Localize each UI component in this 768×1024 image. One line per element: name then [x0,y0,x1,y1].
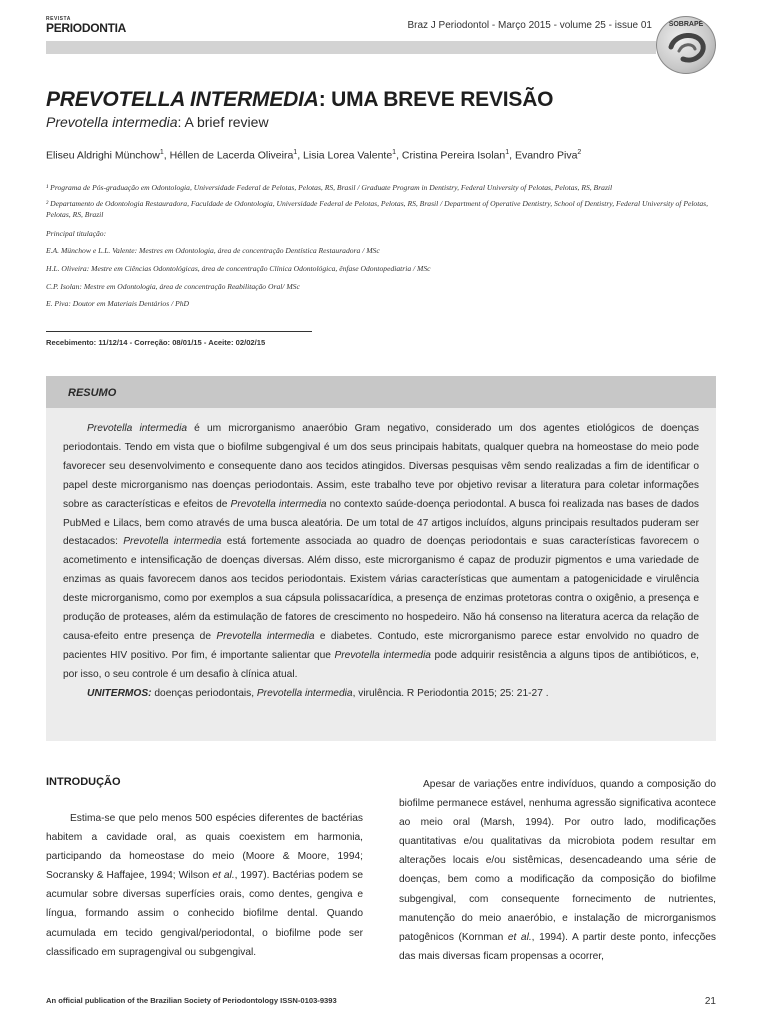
author-name: Lisia Lorea Valente [303,149,393,162]
body-text: Apesar de variações entre indivíduos, quando a composição do biofilme permanece estável, nenhuma agressão significativa acontece ao meio oral (Marsh, 1994). Por outro lado, modificações quantitativas e/ou qualitativas da microbiota podem resultar em alterações locais e/ou sistêmicas, desencadeando uma série de doenças, bem como a modificação da composição do biofilme subgengival, com consequente fornecimento de nutrientes, manutenção do meio anaeróbio, e instalação de microrganismos patogênicos (Kornman [399,779,716,943]
title-italic: PREVOTELLA INTERMEDIA [46,88,319,111]
titulacao-3: C.P. Isolan: Mestre em Odontologia, área de concentração Reabilitação Oral/ MSc [46,282,300,291]
titulacao-label: Principal titulação: [46,229,107,238]
author-list: Eliseu Aldrighi Münchow$^1$, Héllen de Lacerda Oliveira$^1$, Lisia Lorea Valente$^1$, Cristina Pereira Isolan$^1$, Evandro Piva$^2$ [46,149,582,162]
abstract-header [46,376,716,408]
species-name: Prevotella intermedia [123,536,222,548]
body-italic: et al. [507,931,532,943]
author-affil-mark: 1 [293,149,298,156]
journal-citation: Braz J Periodontol - Março 2015 - volume 25 - issue 01 [407,20,652,31]
abstract-sentence: e diabetes. Contudo, este microrganismo parece estar envolvido no quadro de pacientes HIV positivo. Por fim, é importante salientar que [63,630,699,661]
species-name: Prevotella intermedia [256,687,353,699]
keywords-text: doenças periodontais, [151,687,257,699]
body-column-left [46,809,363,962]
abstract-sentence: no contexto saúde-doença periodontal. A busca foi realizada nas bases de dados PubMed e Lilacs, bem como através de uma busca aleatória. De um total de 47 artigos incluídos, alguns principais resultados puderam ser destacados: [63,498,699,548]
affiliation-1: ¹ Programa de Pós-graduação em Odontologia, Universidade Federal de Pelotas, Pelotas, RS, Brasil / Graduate Program in Dentistry, Federal University of Pelotas, Pelotas, RS, Brazil [46,183,613,192]
author-affil-mark: 1 [392,149,397,156]
title-rest: : UMA BREVE REVISÃO [318,88,554,111]
titulacao-2: H.L. Oliveira: Mestre em Ciências Odontológicas, área de concentração Clínica Odontológica, ênfase Odontopediatria / MSc [46,264,431,273]
sobrape-logo [656,16,716,74]
keywords-label: UNITERMOS: [87,687,152,699]
dates-divider [46,331,312,332]
body-text: , 1997). Bactérias podem se acumular sobre diversas superfícies orais, como dentes, gengiva e língua, formando assim o conhecido biofilme dental. Quando acumulada em tecido gengival/periodontal, o biofilme pode ser classificado em supragengival ou subgengival. [46,870,363,958]
keywords-text: , virulência. R Periodontia 2015; 25: 21-27 . [352,687,549,699]
logo-text: SOBRAPE [668,21,704,28]
page-header [46,14,716,74]
author-name: Evandro Piva [514,149,578,162]
body-italic: et al. [212,870,235,882]
titulacao-1: E.A. Münchow e L.L. Valente: Mestres em Odontologia, área de concentração Dentística Restauradora / MSc [46,246,380,255]
article-title [46,88,726,112]
author-name: Cristina Pereira Isolan [401,149,506,162]
affiliation-2: ² Departamento de Odontologia Restauradora, Faculdade de Odontologia, Universidade Federal de Pelotas, Pelotas, RS, Brasil / Department of Operative Dentistry, School of Dentistry, Federal University of Pelotas, Pelotas, RS, Brazil [46,199,708,219]
abstract-sentence: é um microrganismo anaeróbio Gram negativo, considerado um dos agentes etiológicos de doenças periodontais. Tendo em vista que o biofilme subgengival é um dos seus principais habitats, qualquer quebra na homeostase do meio pode favorecer seu desenvolvimento e consequente dano aos tecidos atingidos. Diversas pesquisas vêm sendo realizadas a fim de identificar o papel deste microrganismo nas doenças periodontais. Assim, este trabalho teve por objetivo revisar a literatura para coletar informações sobre as características e efeitos de [63,423,699,510]
species-name: Prevotella intermedia [334,649,431,661]
author-name: Eliseu Aldrighi Münchow [46,149,160,162]
section-heading-introducao: INTRODUÇÃO [46,776,121,788]
abstract-text [63,420,699,704]
footer-publication-note: An official publication of the Brazilian Society of Periodontology ISSN-0103-9393 [46,996,337,1005]
abstract-heading: RESUMO [68,387,117,399]
subtitle-rest: : A brief review [177,114,269,130]
author-affil-mark: 2 [577,149,582,156]
journal-small-label: REVISTA [46,16,71,22]
journal-name: PERIODONTIA [46,21,127,35]
author-name: Héllen de Lacerda Oliveira [169,149,294,162]
author-affil-mark: 1 [159,149,164,156]
author-affil-mark: 1 [505,149,510,156]
abstract-box [46,376,716,741]
subtitle-italic: Prevotella intermedia [46,114,178,130]
body-text: , 1994). A partir deste ponto, infecções das mais diversas ficam propensas a ocorrer, [399,931,716,962]
abstract-sentence: pode adquirir resistência a alguns tipos de antibióticos, e, por isso, o seu controle é um desafio à clínica atual. [63,649,699,680]
article-subtitle [46,114,726,130]
body-text: Estima-se que pelo menos 500 espécies diferentes de bactérias habitem a cavidade oral, as quais coexistem em harmonia, participando da homeostase do meio (Moore & Moore, 1994; Socransky & Haffajee, 1994; Wilson [46,813,363,882]
body-column-right [399,775,716,966]
header-bar [46,41,656,54]
abstract-sentence: está fortemente associada ao quadro de doenças periodontais e suas características favorecem o acometimento e intensificação de doenças diversas. Além disso, este microrganismo é capaz de produzir pigmentos e uma variedade de enzimas as quais favorecem danos aos tecidos periodontais. Existem várias características que aumentam a patogenicidade e virulência deste microrganismo, como por exemplos a sua cápsula polissacarídica, a presença de enzimas protetoras contra o oxigênio, a presença e produção de proteases, além da estimulação de fatores de crescimento no hospedeiro. Não há consenso na literatura acerca da relação de causa-efeito entre presença de [63,536,699,642]
submission-dates: Recebimento: 11/12/14 - Correção: 08/01/15 - Aceite: 02/02/15 [46,338,266,347]
titulacao-4: E. Piva: Doutor em Materiais Dentários / PhD [46,299,189,308]
species-name: Prevotella intermedia [87,423,188,434]
species-name: Prevotella intermedia [216,630,315,642]
page-number: 21 [704,996,716,1007]
species-name: Prevotella intermedia [230,498,327,510]
